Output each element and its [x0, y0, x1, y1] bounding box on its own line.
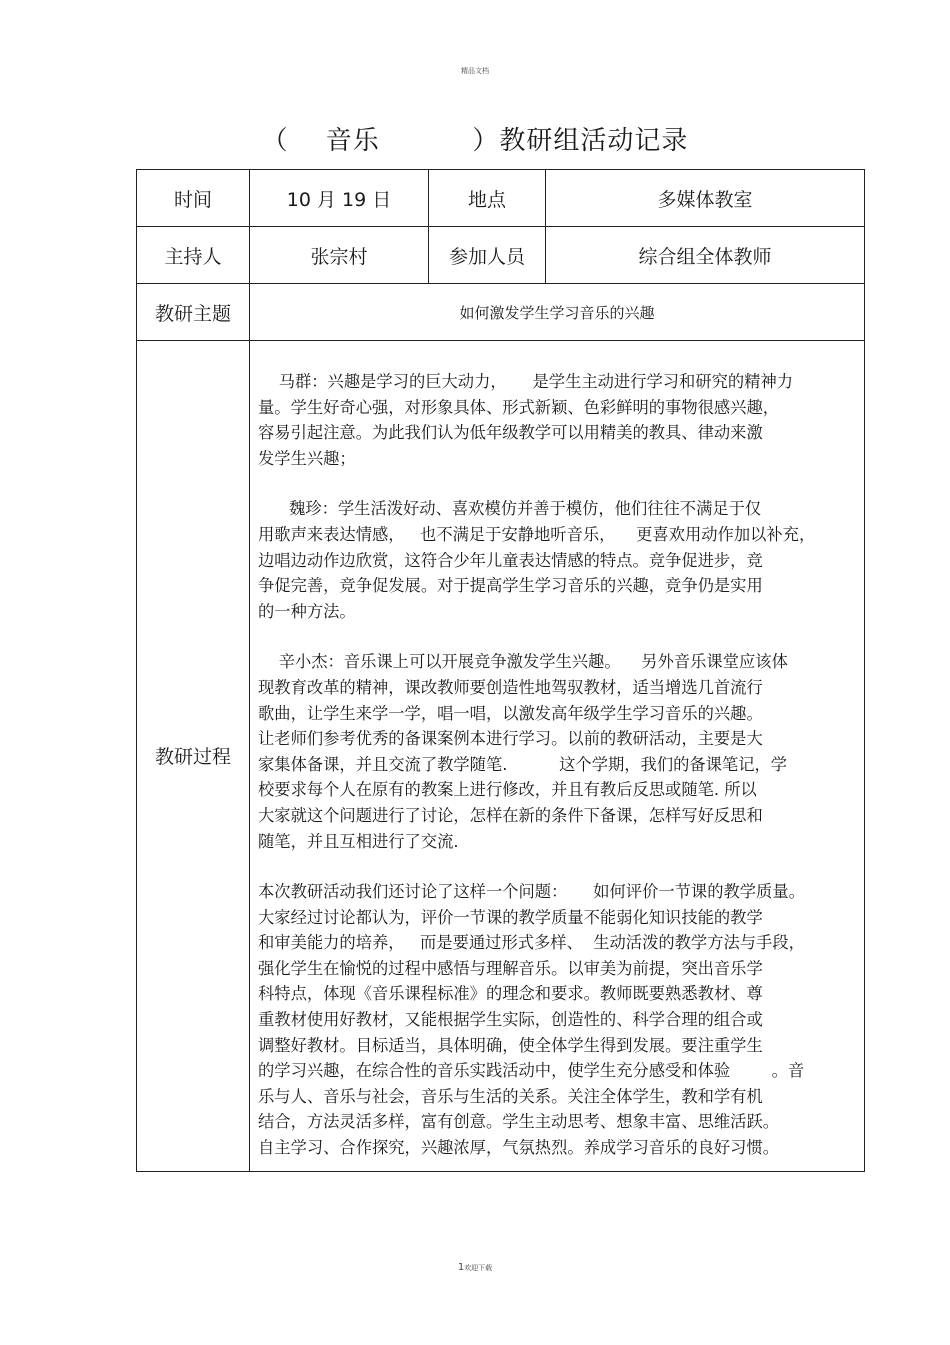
- process-paragraph-xin: 辛小杰：音乐课上可以开展竞争激发学生兴趣。 另外音乐课堂应该体 现教育改革的精神，课改教师要创造性地驾驭教材，适当增选几首流行 歌曲，让学生来学一学，唱一唱，以激发高年级学生学习音乐的兴趣。 让老师们参考优秀的备课案例本进行学习。以前的教研活动，主要是大 家集体备课，并且交流了教学随笔. 这个学期，我们的备课笔记，学 校要求每个人在原有的教案上进行修改，并且有教后反思或随笔. 所以 大家就这个问题进行了讨论，怎样在新的条件下备课，怎样写好反思和 随笔，并且互相进行了交流.: [258, 652, 788, 851]
- host-label: 主持人: [137, 227, 250, 284]
- process-paragraph-summary: 本次教研活动我们还讨论了这样一个问题： 如何评价一节课的教学质量。 大家经过讨论都认为，评价一节课的教学质量不能弱化知识技能的教学 和审美能力的培养， 而是要通过形式多样、 生动活泼的教学方法与手段， 强化学生在愉悦的过程中感悟与理解音乐。以审美为前提，突出音乐学 科特点，体现《音乐课程标准》的理念和要求。教师既要熟悉教材、尊 重教材使用好教材，又能根据学生实际，创造性的、科学合理的组合或 调整好教材。目标适当，具体明确，使全体学生得到发展。要注重学生 的学习兴趣，在综合性的音乐实践活动中，使学生充分感受和体验 。音 乐与人、音乐与社会，音乐与生活的关系。关注全体学生，教和学有机 结合，方法灵活多样，富有创意。学生主动思考、想象丰富、思维活跃。 自主学习、合作探究，兴趣浓厚，气氛热烈。养成学习音乐的良好习惯。: [258, 882, 805, 1158]
- activity-record-table: [136, 169, 865, 1172]
- page-header-mark: 精品文档: [461, 67, 489, 75]
- page-title: （ 音乐 ）教研组活动记录: [261, 126, 689, 156]
- participants-value: 综合组全体教师: [546, 227, 865, 284]
- page-number: 1: [457, 1262, 465, 1273]
- table-row: [137, 170, 865, 227]
- table-row: [137, 227, 865, 284]
- table-row: [137, 341, 865, 1172]
- process-paragraph-wei: 魏珍：学生活泼好动、喜欢模仿并善于模仿，他们往往不满足于仅 用歌声来表达情感， 也不满足于安静地听音乐， 更喜欢用动作加以补充， 边唱边动作边欣赏，这符合少年儿童表达情感的特点。竞争促进步，竞 争促完善，竞争促发展。对于提高学生学习音乐的兴趣，竞争仍是实用 的一种方法。: [258, 499, 816, 621]
- host-value: 张宗村: [250, 227, 429, 284]
- participants-label: 参加人员: [429, 227, 546, 284]
- topic-value: 如何激发学生学习音乐的兴趣: [250, 284, 865, 341]
- page-footer: [0, 1262, 950, 1273]
- topic-label: 教研主题: [137, 284, 250, 341]
- place-value: 多媒体教室: [546, 170, 865, 227]
- place-label: 地点: [429, 170, 546, 227]
- process-paragraph-ma: 马群：兴趣是学习的巨大动力， 是学生主动进行学习和研究的精神力 量。学生好奇心强，对形象具体、形式新颖、色彩鲜明的事物很感兴趣， 容易引起注意。为此我们认为低年级教学可以用精美的教具、律动来激 发学生兴趣；: [258, 372, 794, 468]
- footer-text: 欢迎下载: [464, 1264, 493, 1272]
- process-content: [250, 341, 865, 1172]
- process-label: 教研过程: [137, 341, 250, 1172]
- time-label: 时间: [137, 170, 250, 227]
- table-row: [137, 284, 865, 341]
- time-value: 10 月 19 日: [250, 170, 429, 227]
